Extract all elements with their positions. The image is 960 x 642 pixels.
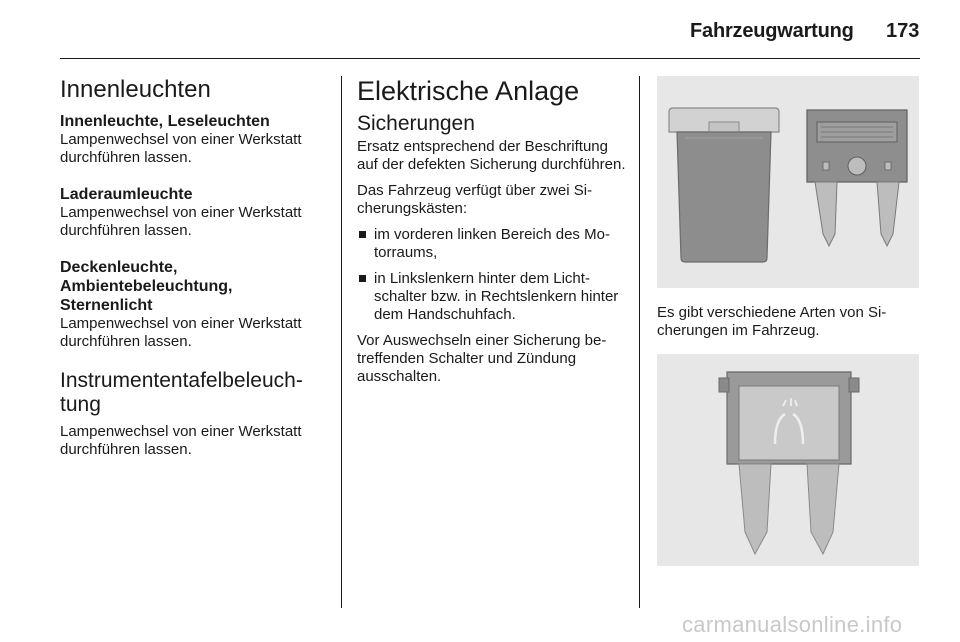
watermark: carmanualsonline.info [682,612,903,637]
item-laderaumleuchte [60,185,326,240]
fuse-types-illustration [657,76,919,288]
header-divider [60,58,920,59]
blade-fuse-icon [657,354,919,566]
item-deckenleuchte [60,258,326,351]
list-item: im vorderen linken Bereich des Motorraums, [357,226,627,262]
item-innenleuchte [60,112,326,167]
item-heading: Laderaumleuchte [60,186,193,203]
column-divider-2 [639,76,640,608]
list-item: in Linkslenkern hinter dem Lichtschalter bzw. in Rechtslenkern hinter dem Handschuhfach. [357,270,627,324]
fuse-types-icon [657,76,919,288]
page-number: 173 [886,20,920,42]
column-divider-1 [341,76,342,608]
subsection-title-sicherungen: Sicherungen [357,112,475,135]
item-text: Lampenwechsel von einer Werkstatt durchführen lassen. [60,131,302,166]
section-text-instrumententafel: Lampenwechsel von einer Werkstatt durchführen lassen. [60,423,302,458]
page-header-title: Fahrzeugwartung [690,20,854,42]
fuse-closeup-illustration [657,354,919,566]
item-text: Lampenwechsel von einer Werkstatt durchführen lassen. [60,204,302,239]
item-text: Lampenwechsel von einer Werkstatt durchführen lassen. [60,315,302,350]
item-heading: Deckenleuchte, Ambientebeleuchtung, Sternenlicht [60,259,233,314]
section-title-instrumententafel: Instrumententafelbeleuchtung [60,369,303,416]
paragraph-ersatz: Ersatz entsprechend der Beschriftung auf der defekten Sicherung durchführen. [357,138,626,173]
column-middle [357,76,627,386]
figure-caption: Es gibt verschiedene Arten von Sicherungen im Fahrzeug. [657,304,887,339]
item-heading: Innenleuchte, Leseleuchten [60,113,270,130]
paragraph-auswechseln: Vor Auswechseln einer Sicherung betreffenden Schalter und Zündung ausschalten. [357,332,607,385]
column-right [657,76,921,566]
section-title-elektrische-anlage: Elektrische Anlage [357,76,580,106]
column-left [60,76,326,459]
bullet-list [357,226,627,324]
paragraph-sicherungskaesten: Das Fahrzeug verfügt über zwei Sicherungskästen: [357,182,593,217]
section-title-innenleuchten: Innenleuchten [60,76,211,103]
